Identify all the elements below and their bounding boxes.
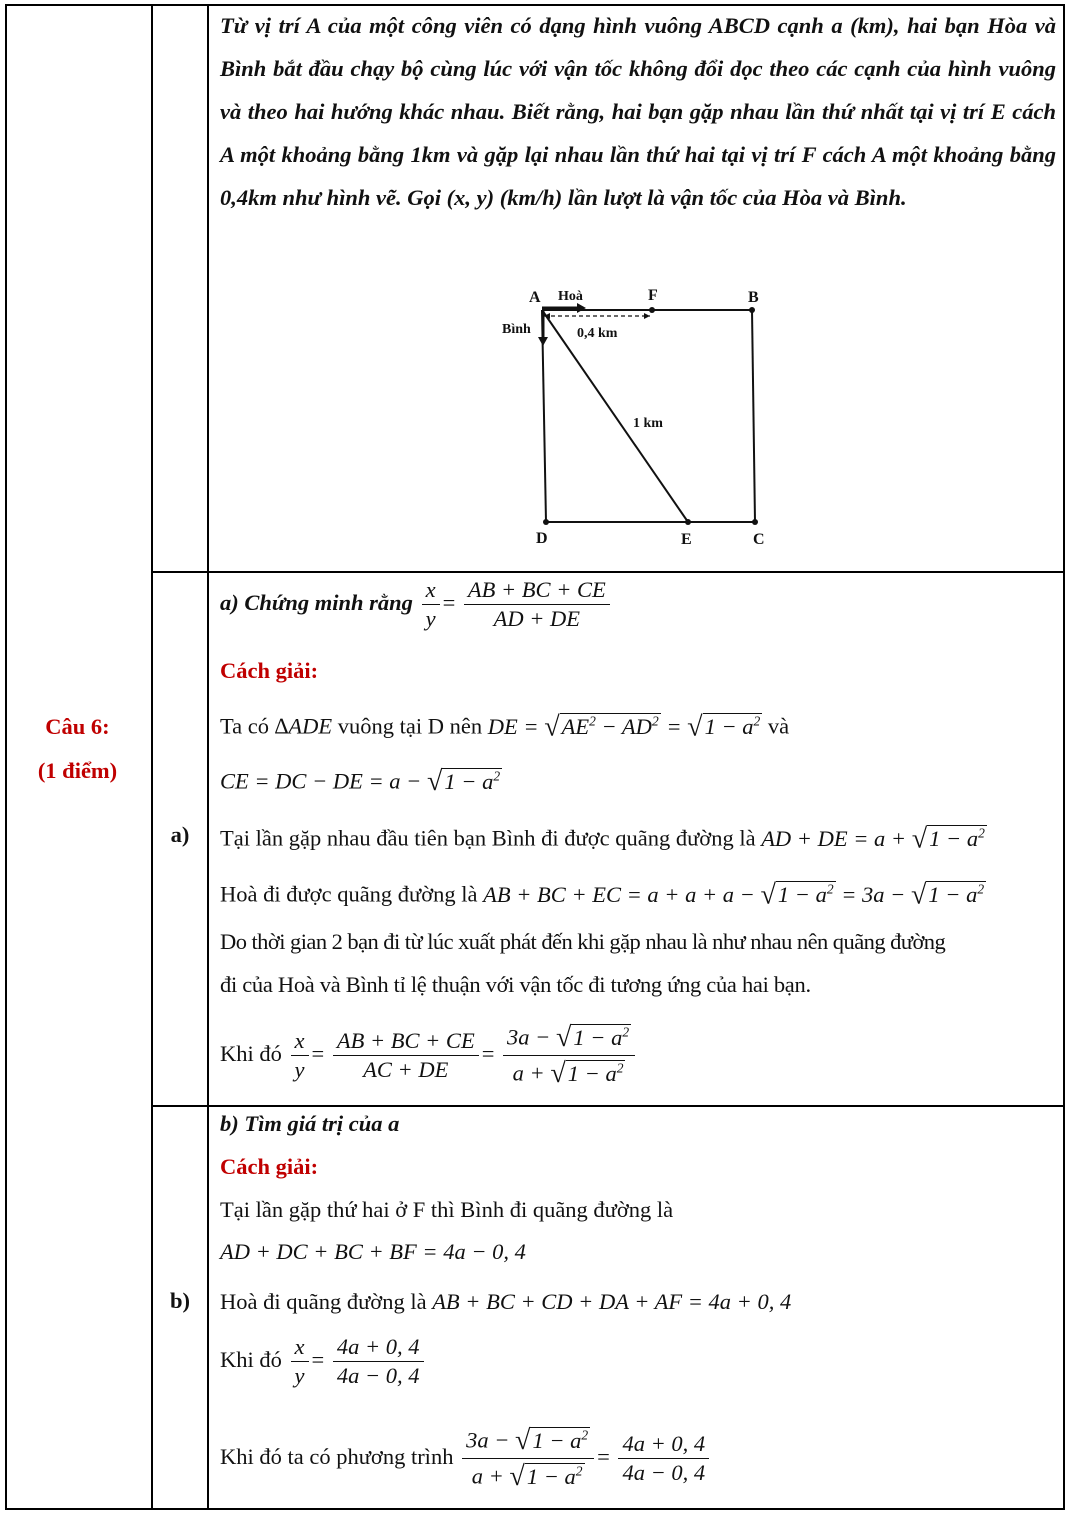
table-border-right [1063, 4, 1065, 1510]
part-a-line-5: Do thời gian 2 bạn đi từ lúc xuất phát đến khi gặp nhau là như nhau nên quãng đường [220, 929, 946, 954]
column-divider-2 [207, 4, 209, 1510]
formula-hoa-second: AB + BC + CD + DA + AF = 4a + 0, 4 [432, 1289, 792, 1314]
part-a-line-4 [220, 878, 986, 912]
label-ae-length: 1 km [633, 416, 663, 431]
formula-ratio-target: $\frac{AB + BC + CE}{AD + DE}$ [464, 576, 610, 633]
label-hoa: Hoà [558, 289, 583, 304]
formula-equation-left: $\frac{3a - √1 - a^2}{a + √1 - a^2}$ [462, 1423, 594, 1494]
part-a-line-1-mid: vuông tại D nên [337, 713, 483, 739]
side-bc [752, 310, 755, 522]
formula-equation-right: $\frac{4a + 0, 4}{4a - 0, 4}$ [618, 1430, 709, 1487]
square-figure [490, 280, 790, 555]
label-a: A [529, 289, 541, 306]
formula-x-over-y-2: $\frac{x}{y}$ [291, 1027, 309, 1084]
part-b-solution-title: Cách giải: [220, 1154, 319, 1179]
point-b [749, 307, 755, 313]
label-d: D [536, 530, 548, 547]
formula-ratio-b: $\frac{4a + 0, 4}{4a - 0, 4}$ [333, 1333, 424, 1390]
part-b-line-4-pre: Khi đó [220, 1346, 282, 1372]
formula-distance-ratio: $\frac{AB + BC + CE}{AC + DE}$ [333, 1027, 479, 1084]
segment-ae [542, 310, 688, 522]
formula-de: DE = $√AE^2 - AD^2 = √1 - a^2$ [487, 711, 761, 742]
part-b-label: b) [169, 1288, 190, 1313]
part-a-prompt: a) Chứng minh rằng [220, 589, 413, 615]
formula-binh-distance: AD + DE = $a + √1 - a^2$ [761, 823, 985, 854]
part-a-line-1 [220, 710, 789, 744]
point-e [685, 519, 691, 525]
column-divider-1 [151, 4, 153, 1510]
formula-ce: CE = DC − DE = $a - √1 - a^2$ [220, 766, 501, 797]
part-a-line-1-pre: Ta có [220, 713, 270, 739]
label-f: F [648, 287, 658, 304]
part-b-prompt: b) Tìm giá trị của a [220, 1111, 400, 1136]
part-a-line-7: Khi đó $\frac{x}{y}$ = $\frac{AB + BC + CE}{AC + DE}$ = $\frac{3a - √1 - a^2}{a + √1 - a^2}$ [220, 1020, 638, 1091]
part-a-prompt-line: a) Chứng minh rằng $\frac{x}{y}$ = $\frac{AB + BC + CE}{AD + DE}$ [220, 576, 613, 633]
part-a-line-4-text: Hoà đi được quãng đường là [220, 881, 478, 907]
part-b-line-5-pre: Khi đó ta có phương trình [220, 1443, 454, 1469]
formula-x-over-y: $\frac{x}{y}$ [422, 576, 440, 633]
part-a-solution-title: Cách giải: [220, 658, 319, 683]
table-border-left [5, 4, 7, 1510]
part-b-line-4: Khi đó $\frac{x}{y}$ = $\frac{4a + 0, 4}{4a - 0, 4}$ [220, 1333, 427, 1390]
part-a-label: a) [170, 822, 190, 847]
part-a-line-1-post: và [767, 713, 790, 739]
formula-binh-second: AD + DC + BC + BF = 4a − 0, 4 [220, 1239, 526, 1264]
label-af-length: 0,4 km [577, 326, 618, 341]
label-b: B [748, 289, 759, 306]
part-b-line-3 [220, 1288, 791, 1315]
row-divider-1 [151, 571, 1065, 573]
formula-x-over-y-3: $\frac{x}{y}$ [291, 1333, 309, 1390]
point-d [543, 519, 549, 525]
table-border-bottom [5, 1508, 1065, 1510]
part-a-line-3-text: Tại lần gặp nhau đầu tiên bạn Bình đi được quãng đường là [220, 825, 756, 851]
part-b-line-3-text: Hoà đi quãng đường là [220, 1289, 427, 1314]
question-points: (1 điểm) [37, 758, 118, 783]
label-binh: Bình [502, 322, 531, 337]
label-e: E [681, 531, 692, 548]
part-a-line-6: đi của Hoà và Bình tỉ lệ thuận với vận tốc đi tương ứng của hai bạn. [220, 972, 811, 997]
part-a-line-7-pre: Khi đó [220, 1040, 282, 1066]
part-b-line-5: Khi đó ta có phương trình $\frac{3a - √1 - a^2}{a + √1 - a^2}$ = $\frac{4a + 0, 4}{4a - 0, 4}$ [220, 1423, 712, 1494]
part-a-line-3 [220, 822, 987, 856]
triangle-ade: ∆ADE [274, 713, 333, 739]
formula-a-expression: $\frac{3a - √1 - a^2}{a + √1 - a^2}$ [503, 1020, 635, 1091]
formula-hoa-distance: AB + BC + EC = $a + a + a - √1 - a^2 = 3a - √1 - a^2$ [483, 879, 985, 910]
row-divider-2 [151, 1105, 1065, 1107]
part-b-line-1: Tại lần gặp thứ hai ở F thì Bình đi quãng đường là [220, 1197, 674, 1222]
binh-arrowhead [538, 337, 548, 346]
problem-statement: Từ vị trí A của một công viên có dạng hình vuông ABCD cạnh a (km), hai bạn Hòa và Bình bắt đầu chạy bộ cùng lúc với vận tốc không đổi dọc theo các cạnh của hình vuông và theo hai hướng khác nhau. Biết rằng, hai bạn gặp nhau lần thứ nhất tại vị trí E cách A một khoảng bằng 1km và gặp lại nhau lần thứ hai tại vị trí F cách A một khoảng bằng 0,4km như hình vẽ. Gọi (x, y) (km/h) lần lượt là vận tốc của Hòa và Bình. [220, 13, 1056, 210]
label-c: C [753, 531, 765, 548]
question-label: Câu 6: [45, 714, 110, 739]
hoa-arrowhead [577, 303, 586, 313]
point-f [649, 307, 655, 313]
point-c [752, 519, 758, 525]
